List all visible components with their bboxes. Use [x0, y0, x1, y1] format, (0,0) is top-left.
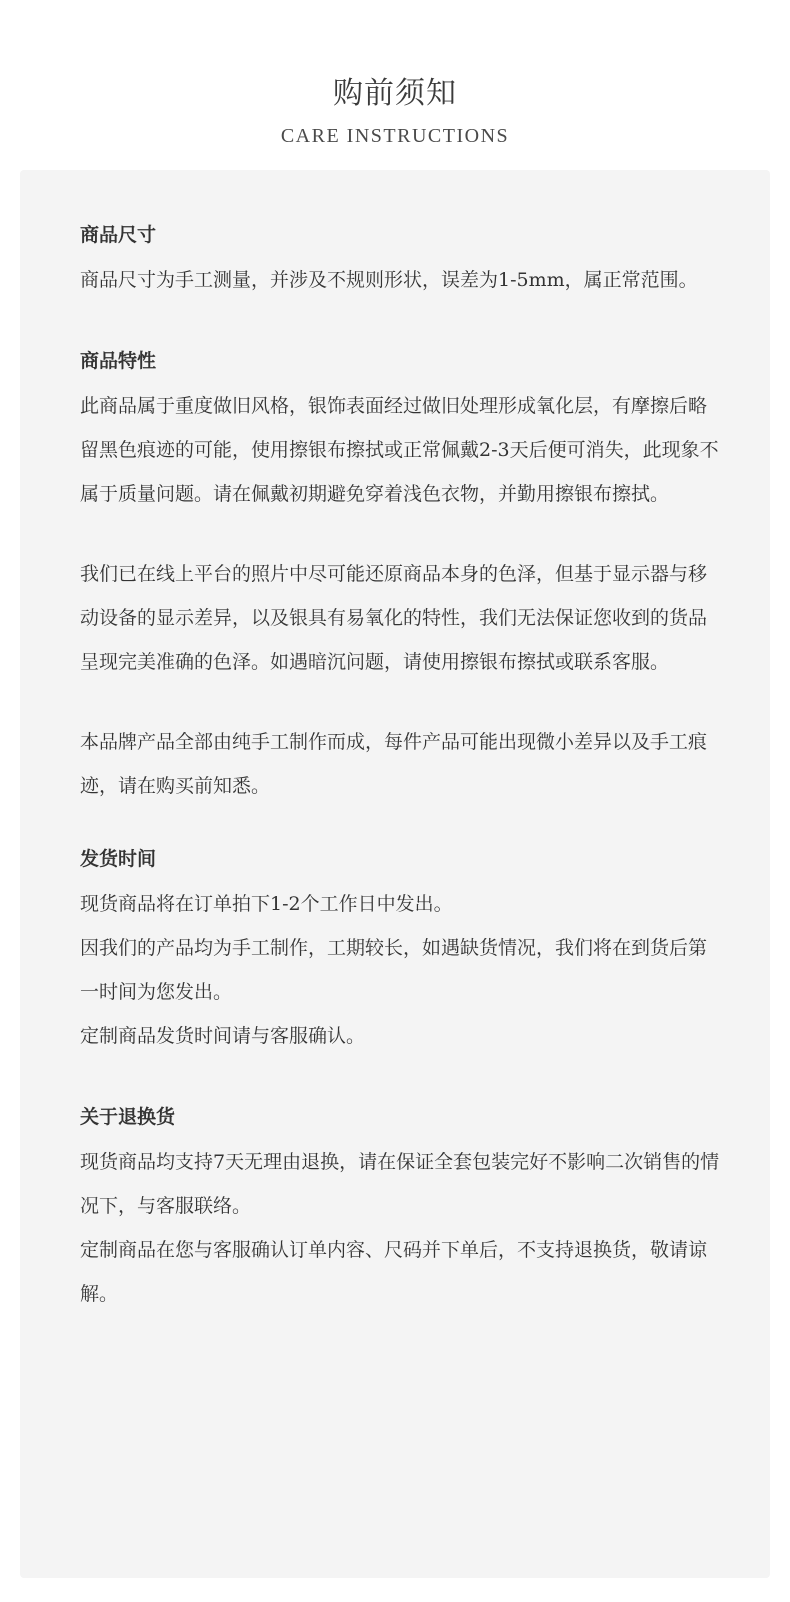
instructions-content	[80, 220, 720, 1316]
page-subtitle: CARE INSTRUCTIONS	[280, 125, 510, 147]
paragraph-shipping-2: 因我们的产品均为手工制作，工期较长，如遇缺货情况，我们将在到货后第一时间为您发出。	[80, 937, 708, 1003]
section-title-size: 商品尺寸	[80, 224, 157, 246]
section-shipping	[80, 844, 720, 1058]
paragraph-shipping-3: 定制商品发货时间请与客服确认。	[80, 1025, 366, 1047]
paragraph-shipping-1: 现货商品将在订单拍下1-2个工作日中发出。	[80, 893, 453, 915]
page-header	[0, 0, 790, 170]
page-title: 购前须知	[333, 76, 457, 111]
section-title-properties: 商品特性	[80, 350, 157, 372]
spacer	[80, 808, 720, 844]
section-returns	[80, 1102, 720, 1316]
section-title-returns: 关于退换货	[80, 1106, 176, 1128]
spacer	[80, 516, 720, 552]
paragraph-properties-3: 本品牌产品全部由纯手工制作而成，每件产品可能出现微小差异以及手工痕迹，请在购买前知悉。	[80, 731, 708, 797]
paragraph-returns-2: 定制商品在您与客服确认订单内容、尺码并下单后，不支持退换货，敬请谅解。	[80, 1239, 708, 1305]
paragraph-size: 商品尺寸为手工测量，并涉及不规则形状，误差为1-5mm，属正常范围。	[80, 269, 698, 291]
spacer	[80, 302, 720, 346]
paragraph-properties-1: 此商品属于重度做旧风格，银饰表面经过做旧处理形成氧化层，有摩擦后略留黑色痕迹的可能，使用擦银布擦拭或正常佩戴2-3天后便可消失，此现象不属于质量问题。请在佩戴初期避免穿着浅色衣物，并勤用擦银布擦拭。	[80, 395, 719, 505]
paragraph-returns-1: 现货商品均支持7天无理由退换，请在保证全套包装完好不影响二次销售的情况下，与客服联络。	[80, 1151, 720, 1217]
section-properties	[80, 346, 720, 808]
section-size	[80, 220, 720, 302]
spacer	[80, 684, 720, 720]
section-title-shipping: 发货时间	[80, 848, 157, 870]
paragraph-properties-2: 我们已在线上平台的照片中尽可能还原商品本身的色泽，但基于显示器与移动设备的显示差异，以及银具有易氧化的特性，我们无法保证您收到的货品呈现完美准确的色泽。如遇暗沉问题，请使用擦银布擦拭或联系客服。	[80, 563, 708, 673]
spacer	[80, 1058, 720, 1102]
instructions-card	[20, 170, 770, 1578]
